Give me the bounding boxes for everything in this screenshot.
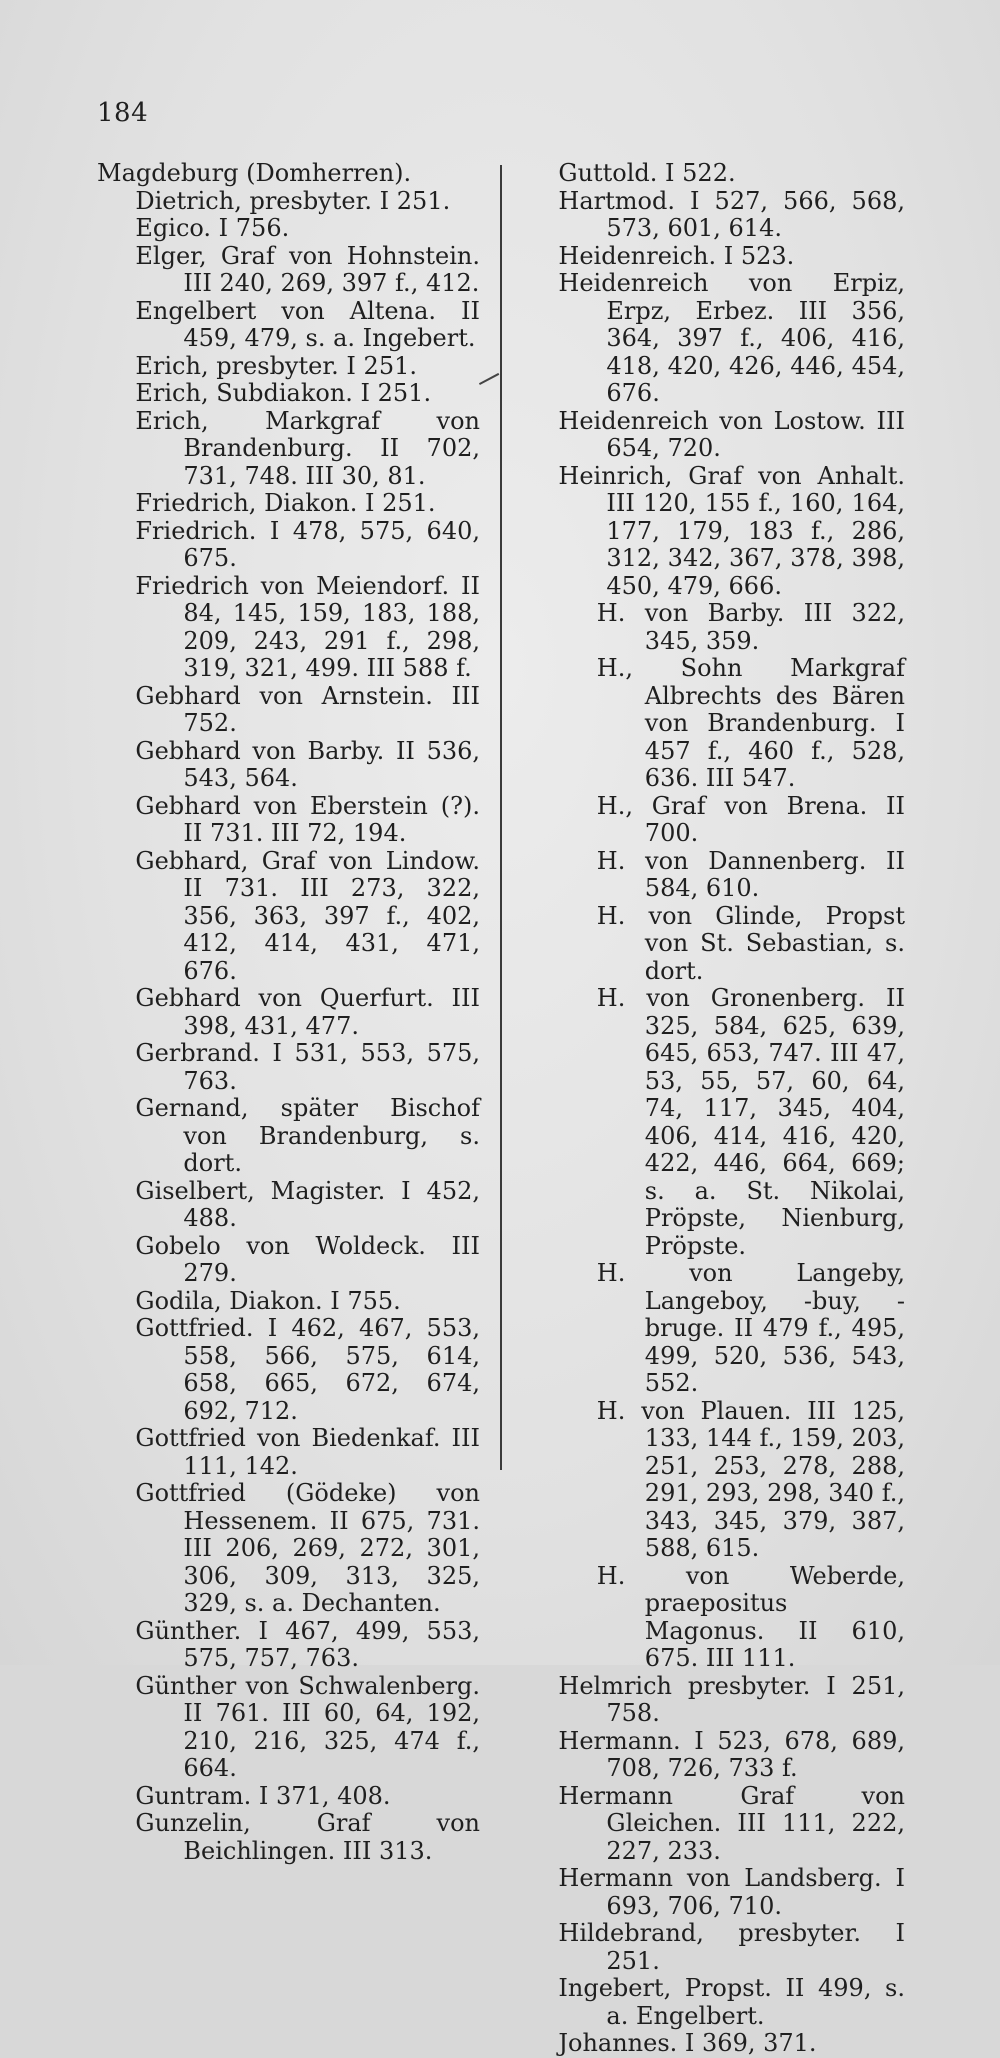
index-entry: H. von Glinde, Propst von St. Sebastian, s. dort. — [596, 901, 905, 985]
index-entry: Gebhard von Eberstein (?). II 731. III 72, 194. — [135, 791, 480, 847]
index-entry: H. von Barby. III 322, 345, 359. — [596, 599, 905, 655]
index-column-right — [520, 160, 905, 2058]
pencil-mark — [479, 373, 499, 385]
index-entry: Heidenreich von Erpiz, Erpz, Erbez. III 356, 364, 397 f., 406, 416, 418, 420, 426, 446, 454, 676. — [558, 269, 905, 407]
index-entry: Hermann Graf von Gleichen. III 111, 222, 227, 233. — [558, 1781, 905, 1865]
index-entry: Hermann. I 523, 678, 689, 708, 726, 733 f. — [558, 1726, 905, 1782]
index-entry: Gerbrand. I 531, 553, 575, 763. — [135, 1039, 480, 1095]
index-entry: Johannes. I 369, 371. — [558, 2029, 817, 2057]
index-entry: Günther von Schwalenberg. II 761. III 60, 64, 192, 210, 216, 325, 474 f., 664. — [135, 1671, 480, 1782]
index-entry: H., Graf von Brena. II 700. — [596, 791, 905, 847]
index-entry: Gebhard von Arnstein. III 752. — [135, 681, 480, 737]
index-entry: Friedrich. I 478, 575, 640, 675. — [135, 516, 480, 572]
index-entry: Gottfried. I 462, 467, 553, 558, 566, 575, 614, 658, 665, 672, 674, 692, 712. — [135, 1314, 480, 1425]
index-entry: H. von Plauen. III 125, 133, 144 f., 159, 203, 251, 253, 278, 288, 291, 293, 298, 340 f., 343, 345, 379, 387, 588, 615. — [596, 1396, 905, 1562]
index-entry: H. von Dannenberg. II 584, 610. — [596, 846, 905, 902]
index-entry: Gottfried von Biedenkaf. III 111, 142. — [135, 1424, 480, 1480]
index-entry: Heinrich, Graf von Anhalt. III 120, 155 f., 160, 164, 177, 179, 183 f., 286, 312, 342, 367, 378, 398, 450, 479, 666. — [558, 461, 905, 600]
index-entry: Giselbert, Magister. I 452, 488. — [135, 1176, 480, 1232]
index-entry: Hildebrand, presbyter. I 251. — [558, 1919, 905, 1975]
index-entry: H. von Langeby, Langeboy, -buy, -bruge. II 479 f., 495, 499, 520, 536, 543, 552. — [596, 1259, 905, 1397]
index-entry: Friedrich, Diakon. I 251. — [135, 489, 436, 517]
index-entry: Erich, Markgraf von Brandenburg. II 702, 731, 748. III 30, 81. — [135, 406, 480, 490]
index-entry: Heidenreich von Lostow. III 654, 720. — [558, 406, 905, 462]
index-entry: H. von Weberde, praepositus Magonus. II 610, 675. III 111. — [596, 1561, 905, 1672]
index-entry: H., Sohn Markgraf Albrechts des Bären von Brandenburg. I 457 f., 460 f., 528, 636. III 547. — [596, 654, 905, 792]
index-entry: Egico. I 756. — [135, 214, 290, 242]
index-entry: Gobelo von Woldeck. III 279. — [135, 1231, 480, 1287]
index-entry: Helmrich presbyter. I 251, 758. — [558, 1671, 905, 1727]
index-entry: Gunzelin, Graf von Beichlingen. III 313. — [135, 1809, 480, 1865]
index-entry: H. von Gronenberg. II 325, 584, 625, 639, 645, 653, 747. III 47, 53, 55, 57, 60, 64, 74, 117, 345, 404, 406, 414, 416, 420, 422, 446, 664, 669; s. a. St. Nikolai, Pröpste, Nienburg, Pröpste. — [596, 984, 905, 1260]
index-entry: Elger, Graf von Hohnstein. III 240, 269, 397 f., 412. — [135, 241, 480, 297]
index-entry: Erich, presbyter. I 251. — [135, 351, 417, 380]
index-entry: Gebhard von Barby. II 536, 543, 564. — [135, 736, 480, 792]
index-entry: Guttold. I 522. — [558, 159, 736, 187]
index-entry: Hartmod. I 527, 566, 568, 573, 601, 614. — [558, 186, 905, 242]
page-number: 184 — [97, 98, 149, 128]
index-entry: Gottfried (Gödeke) von Hessenem. II 675, 731. III 206, 269, 272, 301, 306, 309, 313, 325, 329, s. a. Dechanten. — [135, 1479, 480, 1617]
index-entry: Gebhard von Querfurt. III 398, 431, 477. — [135, 984, 480, 1040]
index-entry: Hermann von Landsberg. I 693, 706, 710. — [558, 1864, 905, 1920]
column-divider — [500, 165, 502, 1470]
index-entry: Godila, Diakon. I 755. — [135, 1286, 401, 1315]
index-entry: Erich, Subdiakon. I 251. — [135, 379, 432, 407]
index-entry: Engelbert von Altena. II 459, 479, s. a. Ingebert. — [135, 296, 480, 352]
index-entry: Guntram. I 371, 408. — [135, 1781, 391, 1810]
index-entry: Gernand, später Bischof von Brandenburg, s. dort. — [135, 1094, 480, 1177]
index-entry: Günther. I 467, 499, 553, 575, 757, 763. — [135, 1616, 480, 1672]
index-entry: Magdeburg (Domherren). — [97, 159, 412, 187]
index-entry: Heidenreich. I 523. — [558, 241, 795, 270]
index-entry: Friedrich von Meiendorf. II 84, 145, 159, 183, 188, 209, 243, 291 f., 298, 319, 321, 499. III 588 f. — [135, 571, 480, 682]
index-entry: Gebhard, Graf von Lindow. II 731. III 273, 322, 356, 363, 397 f., 402, 412, 414, 431, 471, 676. — [135, 846, 480, 985]
index-entry: Dietrich, presbyter. I 251. — [135, 186, 451, 215]
index-entry: Ingebert, Propst. II 499, s. a. Engelbert. — [558, 1974, 905, 2030]
index-column-left — [97, 160, 480, 1865]
